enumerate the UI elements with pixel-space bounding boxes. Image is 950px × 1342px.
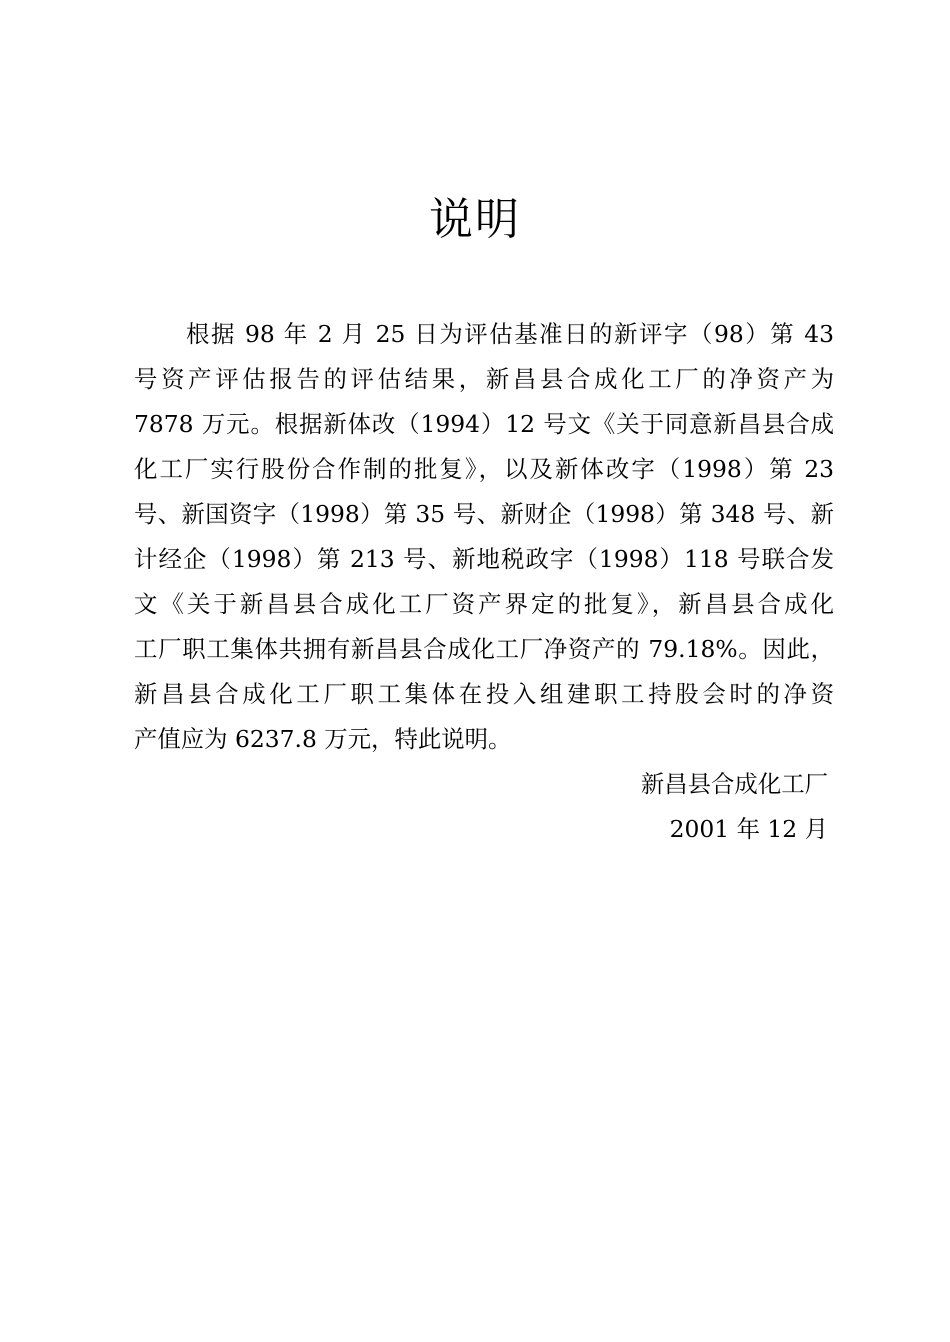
paragraph-line: 号资产评估报告的评估结果，新昌县合成化工厂的净资产为 xyxy=(134,365,834,393)
paragraph-line: 7878 万元。根据新体改（1994）12 号文《关于同意新昌县合成 xyxy=(134,410,834,438)
document-title: 说明 xyxy=(429,194,521,245)
paragraph-line: 计经企（1998）第 213 号、新地税政字（1998）118 号联合发 xyxy=(134,545,834,573)
paragraph-line: 产值应为 6237.8 万元，特此说明。 xyxy=(134,725,512,753)
signature-block xyxy=(641,762,828,852)
paragraph-line: 新昌县合成化工厂职工集体在投入组建职工持股会时的净资 xyxy=(134,680,834,708)
paragraph-line: 化工厂实行股份合作制的批复》，以及新体改字（1998）第 23 xyxy=(134,455,834,483)
paragraph-line: 工厂职工集体共拥有新昌县合成化工厂净资产的 79.18%。因此， xyxy=(134,635,834,663)
paragraph-line: 根据 98 年 2 月 25 日为评估基准日的新评字（98）第 43 xyxy=(186,320,834,348)
signature-organization: 新昌县合成化工厂 xyxy=(640,770,828,798)
body-paragraph xyxy=(134,312,834,762)
signature-date: 2001 年 12 月 xyxy=(669,815,828,843)
paragraph-line: 文《关于新昌县合成化工厂资产界定的批复》，新昌县合成化 xyxy=(134,590,834,618)
paragraph-line: 号、新国资字（1998）第 35 号、新财企（1998）第 348 号、新 xyxy=(134,500,834,528)
